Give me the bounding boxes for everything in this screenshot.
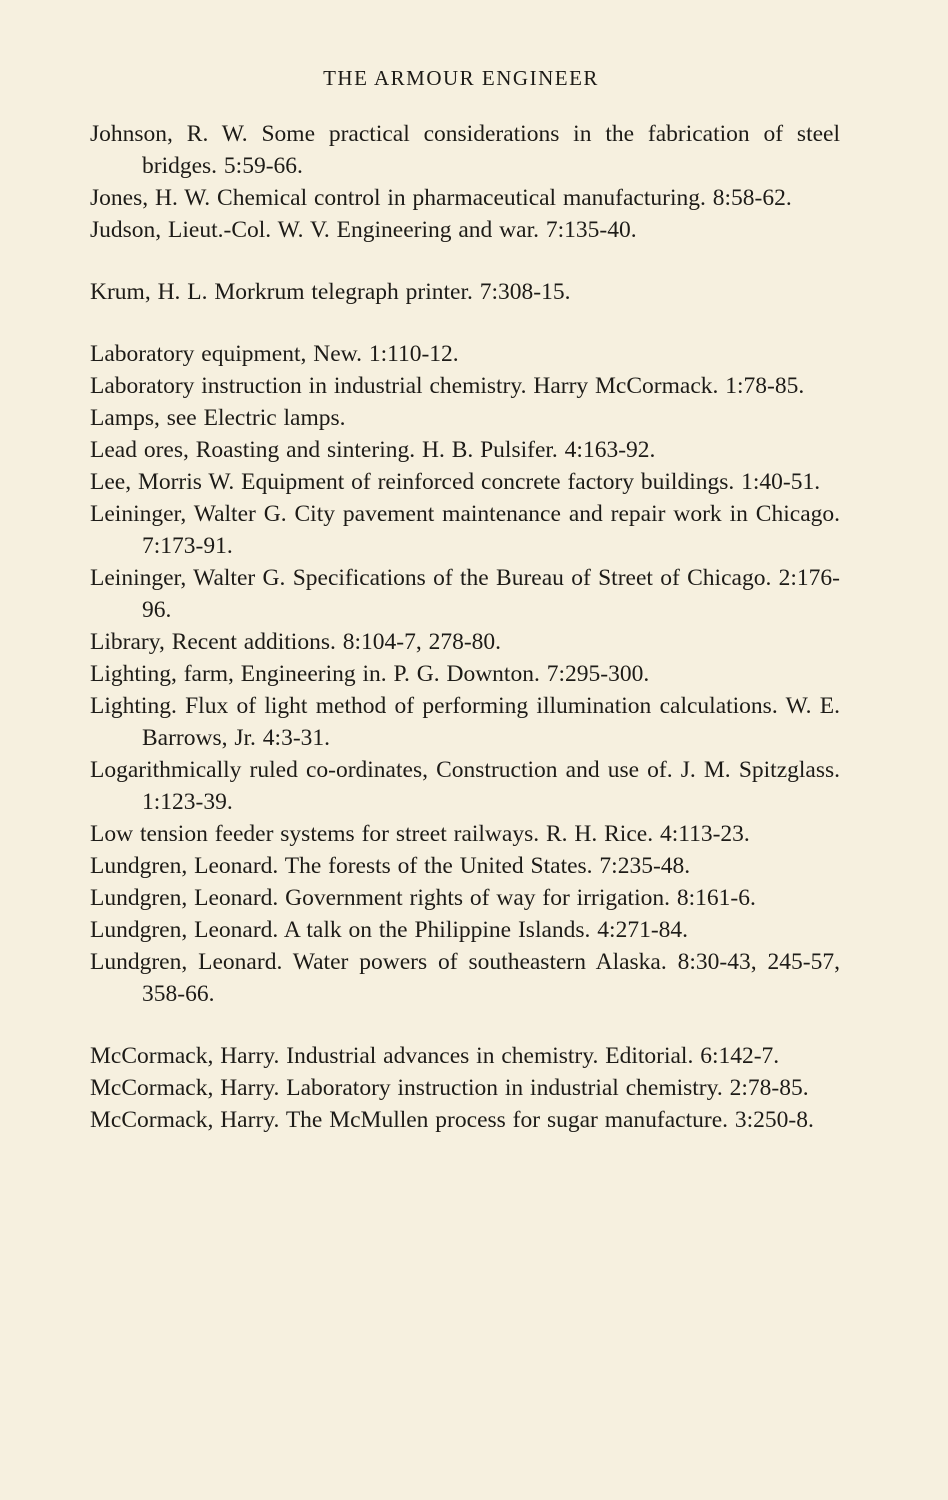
index-entry: Lead ores, Roasting and sintering. H. B. Pulsifer. 4:163-92.: [90, 437, 656, 463]
index-entry: Johnson, R. W. Some practical considerations in the fabrication of steel bridges. 5:59-66.: [90, 121, 840, 179]
running-head: THE ARMOUR ENGINEER: [323, 66, 599, 90]
index-entry: Lighting. Flux of light method of performing illumination calculations. W. E. Barrows, Jr. 4:3-31.: [90, 693, 840, 751]
index-group-k: [90, 276, 840, 308]
index-entry: Krum, H. L. Morkrum telegraph printer. 7:308-15.: [90, 279, 571, 305]
index-group-l: [90, 338, 840, 1010]
index-entry: Lundgren, Leonard. The forests of the United States. 7:235-48.: [90, 853, 691, 879]
index-entry: Laboratory instruction in industrial chemistry. Harry McCormack. 1:78-85.: [90, 373, 805, 399]
index-group-m: [90, 1040, 840, 1136]
index-entry: Leininger, Walter G. City pavement maintenance and repair work in Chicago. 7:173-91.: [90, 501, 840, 559]
index-entry: Low tension feeder systems for street railways. R. H. Rice. 4:113-23.: [90, 821, 750, 847]
index-entry: Library, Recent additions. 8:104-7, 278-80.: [90, 629, 502, 655]
index-entry: McCormack, Harry. Industrial advances in chemistry. Editorial. 6:142-7.: [90, 1043, 780, 1069]
index-entry: Logarithmically ruled co-ordinates, Construction and use of. J. M. Spitzglass. 1:123-39.: [90, 757, 840, 815]
index-entry: Lee, Morris W. Equipment of reinforced concrete factory buildings. 1:40-51.: [90, 469, 821, 495]
index-entry: Jones, H. W. Chemical control in pharmaceutical manufacturing. 8:58-62.: [90, 185, 792, 211]
index-entry: McCormack, Harry. The McMullen process for sugar manufacture. 3:250-8.: [90, 1107, 814, 1133]
index-entry: Lighting, farm, Engineering in. P. G. Downton. 7:295-300.: [90, 661, 650, 687]
index-entry: Lundgren, Leonard. A talk on the Philippine Islands. 4:271-84.: [90, 917, 689, 943]
index-entry: Leininger, Walter G. Specifications of the Bureau of Street of Chicago. 2:176-96.: [90, 565, 840, 623]
index-entry: Lundgren, Leonard. Water powers of southeastern Alaska. 8:30-43, 245-57, 358-66.: [90, 949, 840, 1007]
index-group-j: [90, 118, 840, 246]
index-entry: Judson, Lieut.-Col. W. V. Engineering and war. 7:135-40.: [90, 217, 637, 243]
index-entry: Lundgren, Leonard. Government rights of way for irrigation. 8:161-6.: [90, 885, 756, 911]
index-entries: [90, 118, 840, 1166]
index-entry: Lamps, see Electric lamps.: [90, 405, 346, 431]
index-entry: Laboratory equipment, New. 1:110-12.: [90, 341, 459, 367]
index-entry: McCormack, Harry. Laboratory instruction in industrial chemistry. 2:78-85.: [90, 1075, 809, 1101]
